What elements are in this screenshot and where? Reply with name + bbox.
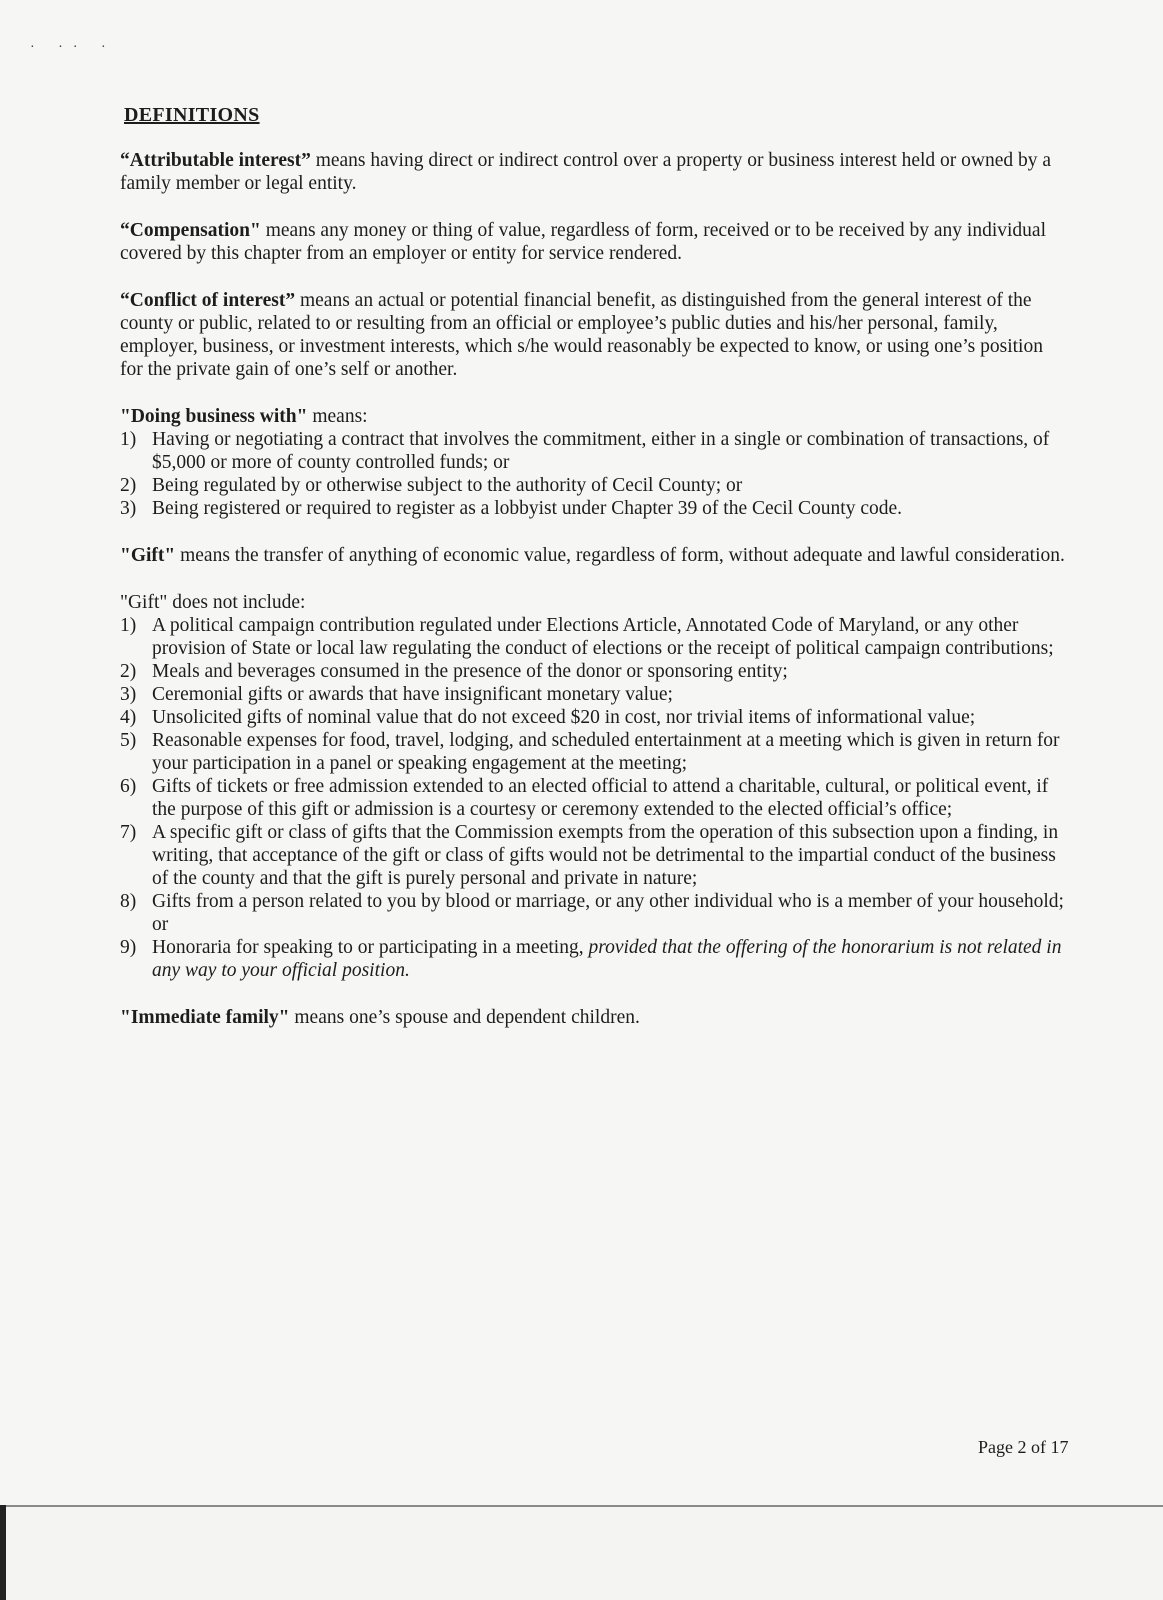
doing-business-list — [120, 428, 1070, 520]
list-item: 4) Unsolicited gifts of nominal value that do not exceed $20 in cost, nor trivial items of informational value; — [120, 707, 976, 728]
section-heading: DEFINITIONS — [124, 104, 260, 126]
definition-text: means the transfer of anything of economic value, regardless of form, without adequate and lawful consideration. — [175, 545, 1065, 566]
scan-specks: · ·· · — [30, 40, 116, 55]
list-item: 9) Honoraria for speaking to or participating in a meeting, provided that the offering of the honorarium is not related in any way to your official position. — [120, 937, 1062, 981]
page-number: Page 2 of 17 — [978, 1437, 1069, 1457]
list-item: 5) Reasonable expenses for food, travel, lodging, and scheduled entertainment at a meeting which is given in return for your participation in a panel or speaking engagement at the meeting; — [120, 730, 1060, 774]
term: “Compensation" — [120, 220, 261, 241]
definition-text: means: — [307, 406, 368, 427]
definition-doing-business — [120, 405, 1070, 428]
term: “Conflict of interest” — [120, 290, 296, 311]
definition-text: means an actual or potential financial benefit, as distinguished from the general interest of the county or public, related to or resulting from an official or employee’s public duties and his/her personal, family, employer, business, or investment interests, which s/he would reasonably be expected to know, or using one’s position for the private gain of one’s self or another. — [120, 290, 1043, 380]
term: “Attributable interest” — [120, 150, 311, 171]
italic-proviso: provided that the offering of the honorarium is not related in any way to your official position. — [152, 937, 1062, 981]
term: "Doing business with" — [120, 406, 308, 427]
scanner-background — [6, 1507, 1163, 1600]
list-item: 2) Being regulated by or otherwise subject to the authority of Cecil County; or — [120, 475, 743, 496]
definition-text: means one’s spouse and dependent children. — [289, 1007, 640, 1028]
gift-exclusions-intro: "Gift" does not include: — [120, 592, 306, 613]
definition-conflict-of-interest — [120, 289, 1070, 381]
list-item: 1) A political campaign contribution regulated under Elections Article, Annotated Code of Maryland, or any other provision of State or local law regulating the conduct of elections or the receipt of political campaign contributions; — [120, 615, 1054, 659]
list-item: 6) Gifts of tickets or free admission extended to an elected official to attend a charitable, cultural, or political event, if the purpose of this gift or admission is a courtesy or ceremony extended to the elected official’s office; — [120, 776, 1049, 820]
definition-text: means having direct or indirect control over a property or business interest held or owned by a family member or legal entity. — [120, 150, 1052, 194]
list-item: 8) Gifts from a person related to you by blood or marriage, or any other individual who is a member of your household; or — [120, 891, 1064, 935]
list-item: 1) Having or negotiating a contract that involves the commitment, either in a single or combination of transactions, of $5,000 or more of county controlled funds; or — [120, 429, 1050, 473]
gift-exclusions-list — [120, 614, 1070, 982]
definitions-section — [120, 104, 1070, 1053]
list-item: 3) Ceremonial gifts or awards that have insignificant monetary value; — [120, 684, 673, 705]
definition-immediate-family — [120, 1006, 1070, 1029]
term: "Immediate family" — [120, 1007, 290, 1028]
term: "Gift" — [120, 545, 176, 566]
list-item: 7) A specific gift or class of gifts that the Commission exempts from the operation of this subsection upon a finding, in writing, that acceptance of the gift or class of gifts would not be detrimental to the impartial conduct of the business of the county and that the gift is purely personal and private in nature; — [120, 822, 1059, 889]
definition-text: means any money or thing of value, regardless of form, received or to be received by any individual covered by this chapter from an employer or entity for service rendered. — [120, 220, 1046, 264]
list-item: 2) Meals and beverages consumed in the presence of the donor or sponsoring entity; — [120, 661, 788, 682]
definition-gift — [120, 544, 1070, 567]
list-item: 3) Being registered or required to register as a lobbyist under Chapter 39 of the Cecil County code. — [120, 498, 902, 519]
definition-compensation — [120, 219, 1070, 265]
definition-attributable-interest — [120, 149, 1070, 195]
